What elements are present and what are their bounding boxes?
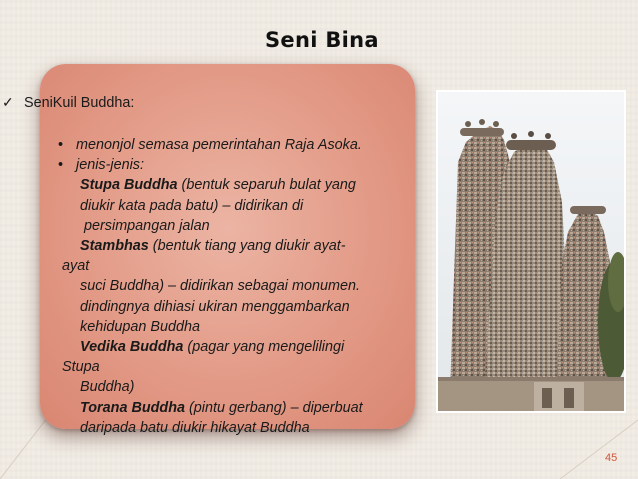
stambhas-line-4: dindingnya dihiasi ukiran menggambarkan	[80, 298, 350, 315]
stambhas-line-1	[40, 236, 420, 256]
checkmark-icon: ✓	[2, 94, 14, 110]
section-heading	[2, 92, 134, 113]
torana-line-1	[40, 398, 420, 418]
heading-text: SeniKuil Buddha:	[24, 95, 135, 111]
stupa-line-3: persimpangan jalan	[84, 217, 210, 234]
stambhas-line-3: suci Buddha) – didirikan sebagai monumen.	[80, 278, 360, 295]
torana-term: Torana Buddha	[80, 399, 185, 416]
vedika-line-3: Buddha)	[80, 379, 135, 396]
vedika-term: Vedika Buddha	[80, 339, 184, 356]
bullet-icon: •	[58, 137, 64, 153]
list-item-text: jenis-jenis:	[76, 157, 144, 174]
bullet-icon: •	[58, 157, 64, 174]
stupa-desc: (bentuk separuh bulat yang	[177, 177, 356, 194]
stupa-term: Stupa Buddha	[80, 177, 178, 194]
page-number: 45	[605, 452, 618, 464]
torana-line-2: daripada batu diukir hikayat Buddha	[80, 419, 310, 436]
stambhas-term: Stambhas	[80, 238, 149, 255]
stambhas-line-5: kehidupan Buddha	[80, 318, 201, 335]
vedika-desc: (pagar yang mengelilingi	[183, 339, 345, 356]
stupa-line-1	[40, 175, 420, 195]
list-item	[40, 155, 420, 175]
torana-desc: (pintu gerbang) – diperbuat	[185, 399, 363, 416]
stambhas-desc: (bentuk tiang yang diukir ayat-	[148, 238, 346, 255]
temple-illustration	[438, 92, 624, 411]
stupa-line-2: diukir kata pada batu) – didirikan di	[80, 197, 304, 214]
list-item-text: menonjol semasa pemerintahan Raja Asoka.	[76, 137, 362, 153]
list-item	[40, 135, 420, 155]
temple-photo	[436, 90, 626, 413]
stambhas-line-2: ayat	[62, 258, 90, 275]
slide-title: Seni Bina	[265, 28, 379, 52]
vedika-line-2: Stupa	[62, 359, 100, 376]
vedika-line-1	[40, 337, 420, 357]
bullet-list	[40, 135, 420, 438]
